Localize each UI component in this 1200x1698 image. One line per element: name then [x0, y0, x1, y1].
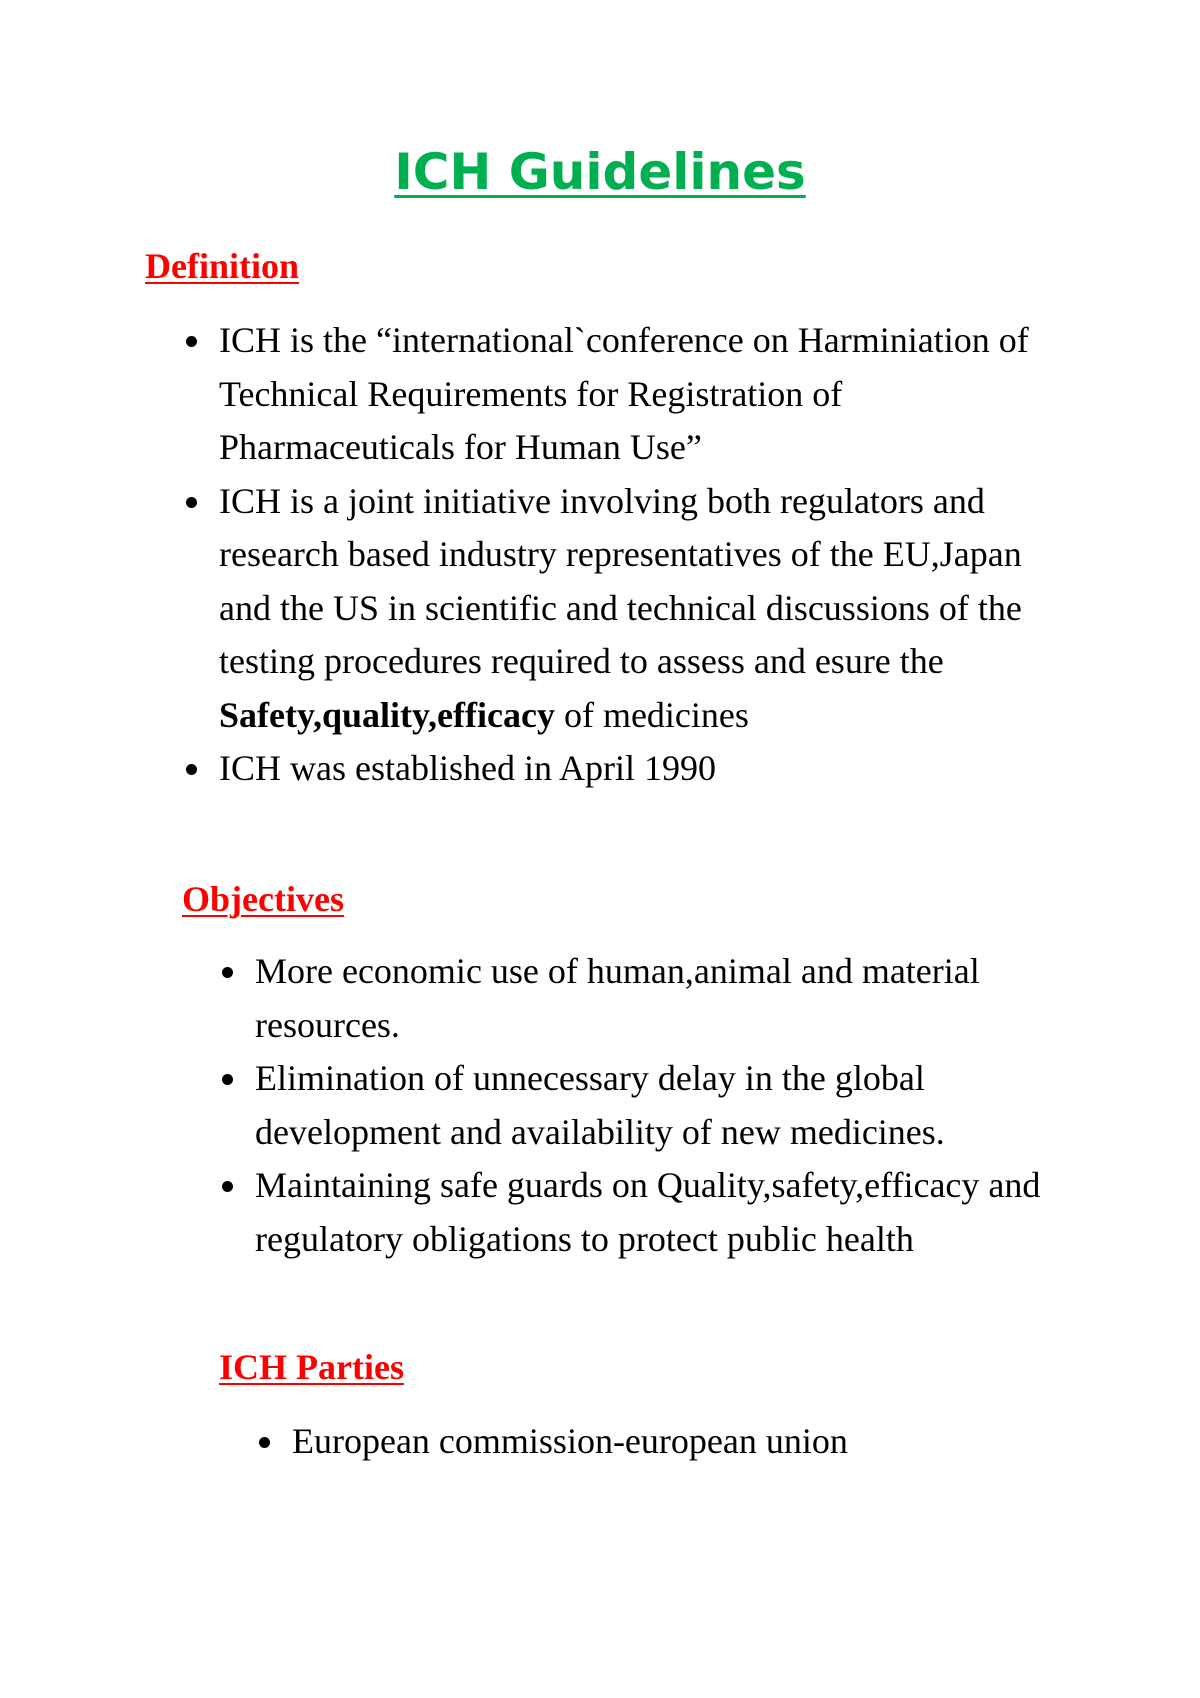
bullet-icon: [186, 336, 197, 347]
page-title: ICH Guidelines: [394, 143, 806, 201]
list-item-text: ICH was established in April 1990: [219, 748, 716, 788]
definition-list: [219, 314, 1049, 796]
definition-heading: Definition: [145, 246, 300, 286]
objectives-list: [255, 945, 1075, 1266]
list-item-text: ICH is a joint initiative involving both regulators and research based industry representatives of the EU,Japan and the US in scientific and technical discussions of the testing procedures required to assess and esure the: [219, 480, 1022, 681]
list-item-text: of medicines: [554, 694, 749, 735]
bold-text: Safety,quality,efficacy: [219, 694, 555, 735]
bullet-icon: [222, 1074, 233, 1085]
bullet-icon: [259, 1437, 270, 1448]
list-item: [219, 314, 1049, 475]
list-item: [255, 1052, 1075, 1159]
list-item: [219, 475, 1049, 743]
list-item: [255, 1159, 1075, 1266]
list-item-text: More economic use of human,animal and material resources.: [255, 951, 980, 1045]
list-item: [219, 742, 1049, 796]
bullet-icon: [186, 497, 197, 508]
parties-heading: ICH Parties: [219, 1347, 404, 1387]
list-item-text: European commission-european union: [292, 1421, 848, 1461]
list-item: [292, 1415, 1092, 1469]
bullet-icon: [186, 764, 197, 775]
list-item-text: Elimination of unnecessary delay in the global development and availability of new medicines.: [255, 1058, 945, 1152]
objectives-heading: Objectives: [182, 879, 344, 919]
parties-list: [292, 1415, 1092, 1469]
bullet-icon: [222, 967, 233, 978]
bullet-icon: [222, 1181, 233, 1192]
list-item: [255, 945, 1075, 1052]
list-item-text: ICH is the “international`conference on Harminiation of Technical Requirements for Registration of Pharmaceuticals for Human Use”: [219, 320, 1029, 467]
list-item-text: Maintaining safe guards on Quality,safety,efficacy and regulatory obligations to protect public health: [255, 1165, 1041, 1259]
